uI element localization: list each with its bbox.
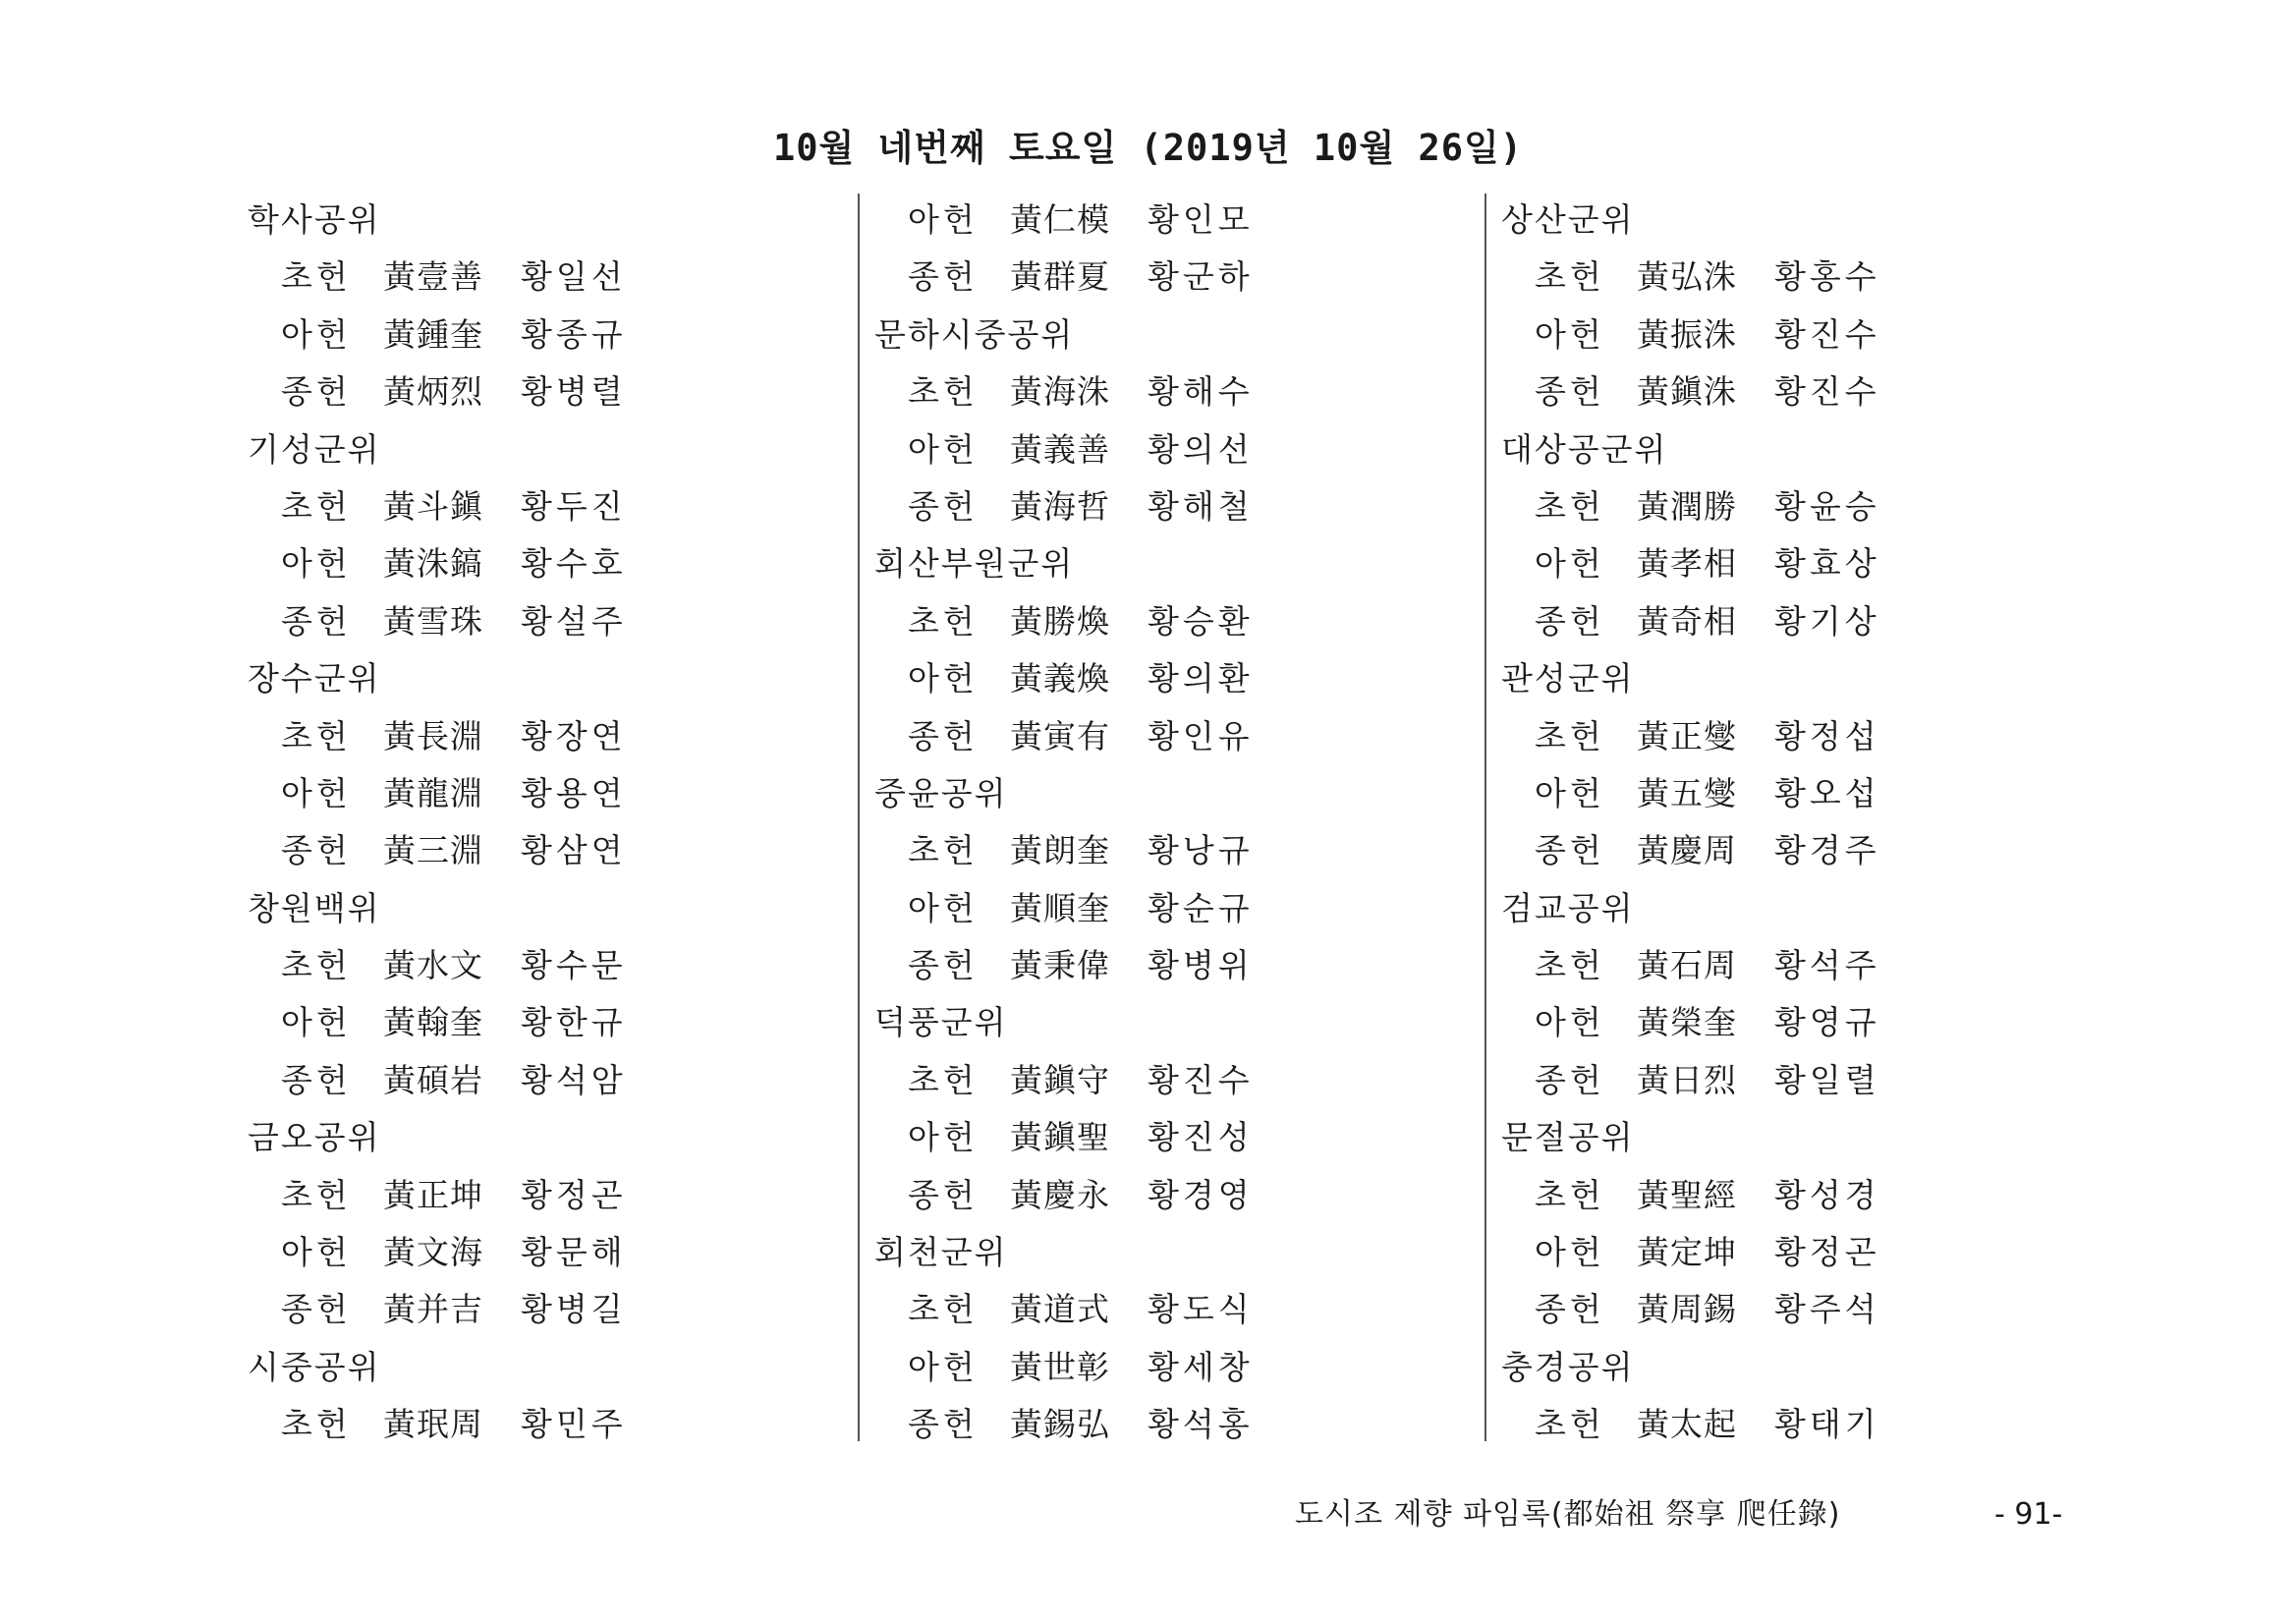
officiant-row <box>248 593 837 650</box>
officiant-role: 종헌 <box>1535 601 1605 641</box>
officiant-row <box>874 1396 1464 1453</box>
officiant-name-hanja: 黃周錫 <box>1637 1290 1737 1329</box>
officiant-name-hangul: 황군하 <box>1148 257 1254 297</box>
officiant-name-hangul: 황성경 <box>1774 1175 1880 1214</box>
officiant-row <box>874 192 1464 249</box>
officiant-row <box>1501 364 2091 420</box>
officiant-name-hangul: 황승환 <box>1148 601 1254 641</box>
officiant-role: 종헌 <box>1535 1290 1605 1329</box>
officiant-name-hangul: 황의환 <box>1148 659 1254 699</box>
officiant-name-hanja: 黃弘洙 <box>1637 257 1737 297</box>
officiant-row <box>1501 994 2091 1051</box>
officiant-name-hanja: 黃義善 <box>1010 429 1110 469</box>
officiant-name-hangul: 황병렬 <box>521 372 627 412</box>
officiant-name-hangul: 황기상 <box>1774 601 1880 641</box>
officiant-name-hangul: 황경주 <box>1774 831 1880 870</box>
officiant-row <box>1501 478 2091 535</box>
officiant-row <box>874 1167 1464 1224</box>
ancestor-group-heading: 회천군위 <box>874 1233 1008 1272</box>
officiant-name-hangul: 황세창 <box>1148 1347 1254 1386</box>
officiant-row <box>248 937 837 994</box>
officiant-name-hangul: 황두진 <box>521 486 627 526</box>
officiant-name-hanja: 黃龍淵 <box>383 773 483 812</box>
officiant-name-hanja: 黃并吉 <box>383 1290 483 1329</box>
officiant-row <box>248 1281 837 1338</box>
officiant-row <box>1501 937 2091 994</box>
footer-book-title: 도시조 제향 파임록(都始祖 祭享 爬任錄) <box>1295 1497 1841 1532</box>
officiant-role: 아헌 <box>281 1233 352 1272</box>
officiant-name-hanja: 黃珉周 <box>383 1405 483 1444</box>
officiant-name-hanja: 黃石周 <box>1637 946 1737 985</box>
ancestor-group-heading: 장수군위 <box>248 659 381 699</box>
officiant-role: 아헌 <box>1535 1233 1605 1272</box>
officiant-name-hangul: 황윤승 <box>1774 486 1880 526</box>
officiant-name-hanja: 黃洙鎬 <box>383 544 483 584</box>
officiant-name-hangul: 황진수 <box>1774 372 1880 412</box>
officiant-name-hangul: 황홍수 <box>1774 257 1880 297</box>
officiant-role: 아헌 <box>908 1118 979 1157</box>
officiant-name-hanja: 黃五燮 <box>1637 773 1737 812</box>
officiant-role: 초헌 <box>908 601 979 641</box>
officiant-name-hangul: 황해철 <box>1148 486 1254 526</box>
officiant-role: 아헌 <box>908 1347 979 1386</box>
officiant-name-hanja: 黃鎭守 <box>1010 1060 1110 1099</box>
officiant-role: 초헌 <box>281 716 352 755</box>
officiant-role: 초헌 <box>908 1290 979 1329</box>
officiant-role: 종헌 <box>1535 1060 1605 1099</box>
ancestor-group-heading: 문하시중공위 <box>874 314 1075 354</box>
officiant-name-hangul: 황한규 <box>521 1003 627 1042</box>
officiant-row <box>1501 765 2091 822</box>
officiant-name-hangul: 황효상 <box>1774 544 1880 584</box>
officiant-name-hangul: 황정섭 <box>1774 716 1880 755</box>
officiant-name-hanja: 黃寅有 <box>1010 716 1110 755</box>
officiant-name-hanja: 黃定坤 <box>1637 1233 1737 1272</box>
officiant-name-hanja: 黃雪珠 <box>383 601 483 641</box>
officiant-role: 초헌 <box>908 831 979 870</box>
officiant-name-hangul: 황영규 <box>1774 1003 1880 1042</box>
ancestor-group-heading: 금오공위 <box>248 1118 381 1157</box>
officiant-row <box>874 822 1464 879</box>
ancestor-group-heading: 검교공위 <box>1501 888 1635 927</box>
officiant-name-hanja: 黃三淵 <box>383 831 483 870</box>
officiant-name-hanja: 黃慶周 <box>1637 831 1737 870</box>
ancestor-group-heading: 문절공위 <box>1501 1118 1635 1157</box>
officiant-role: 종헌 <box>281 601 352 641</box>
officiant-role: 종헌 <box>281 1060 352 1099</box>
officiant-name-hanja: 黃道式 <box>1010 1290 1110 1329</box>
officiant-name-hangul: 황종규 <box>521 314 627 354</box>
officiant-name-hanja: 黃朗奎 <box>1010 831 1110 870</box>
officiant-role: 초헌 <box>1535 946 1605 985</box>
officiant-role: 아헌 <box>281 544 352 584</box>
column-divider <box>858 194 860 1441</box>
officiant-name-hangul: 황삼연 <box>521 831 627 870</box>
officiant-role: 초헌 <box>1535 486 1605 526</box>
officiant-name-hanja: 黃義煥 <box>1010 659 1110 699</box>
officiant-name-hangul: 황진성 <box>1148 1118 1254 1157</box>
officiant-row <box>874 249 1464 306</box>
officiant-name-hanja: 黃海哲 <box>1010 486 1110 526</box>
officiant-role: 아헌 <box>1535 544 1605 584</box>
officiant-row <box>248 708 837 765</box>
ancestor-group-heading: 관성군위 <box>1501 659 1635 699</box>
officiant-role: 아헌 <box>908 888 979 927</box>
officiant-row <box>1501 1396 2091 1453</box>
officiant-role: 초헌 <box>281 1405 352 1444</box>
officiant-name-hanja: 黃正燮 <box>1637 716 1737 755</box>
officiant-name-hangul: 황해수 <box>1148 372 1254 412</box>
officiant-row <box>248 1052 837 1109</box>
ancestor-group-heading: 상산군위 <box>1501 200 1635 239</box>
ancestor-group-heading: 덕풍군위 <box>874 1003 1008 1042</box>
officiant-row <box>1501 822 2091 879</box>
officiant-name-hangul: 황경영 <box>1148 1175 1254 1214</box>
officiant-name-hanja: 黃鍾奎 <box>383 314 483 354</box>
officiant-name-hanja: 黃勝煥 <box>1010 601 1110 641</box>
officiant-role: 종헌 <box>281 1290 352 1329</box>
officiant-name-hanja: 黃文海 <box>383 1233 483 1272</box>
officiant-name-hangul: 황의선 <box>1148 429 1254 469</box>
ancestor-group-heading: 시중공위 <box>248 1347 381 1386</box>
officiant-row <box>874 650 1464 707</box>
column-divider <box>1484 194 1486 1441</box>
officiant-row <box>874 1339 1464 1396</box>
officiant-row <box>1501 1281 2091 1338</box>
officiant-row <box>1501 708 2091 765</box>
officiant-name-hangul: 황도식 <box>1148 1290 1254 1329</box>
officiant-name-hanja: 黃翰奎 <box>383 1003 483 1042</box>
officiant-name-hanja: 黃順奎 <box>1010 888 1110 927</box>
officiant-row <box>248 478 837 535</box>
officiant-name-hangul: 황병길 <box>521 1290 627 1329</box>
officiant-role: 초헌 <box>1535 1405 1605 1444</box>
officiant-row <box>248 364 837 420</box>
ancestor-group-heading: 대상공군위 <box>1501 429 1668 469</box>
officiant-row <box>248 994 837 1051</box>
officiant-name-hangul: 황장연 <box>521 716 627 755</box>
page-number: - 91- <box>1994 1497 2063 1532</box>
officiant-name-hanja: 黃碩岩 <box>383 1060 483 1099</box>
officiant-role: 초헌 <box>908 372 979 412</box>
officiant-role: 종헌 <box>281 831 352 870</box>
officiant-name-hanja: 黃秉偉 <box>1010 946 1110 985</box>
roster-column-1 <box>248 192 837 1454</box>
officiant-name-hangul: 황정곤 <box>521 1175 627 1214</box>
officiant-name-hangul: 황수문 <box>521 946 627 985</box>
officiant-name-hangul: 황진수 <box>1774 314 1880 354</box>
officiant-row <box>874 1109 1464 1166</box>
officiant-name-hanja: 黃仁模 <box>1010 200 1110 239</box>
roster-column-2 <box>874 192 1464 1454</box>
officiant-name-hanja: 黃榮奎 <box>1637 1003 1737 1042</box>
officiant-row <box>248 1396 837 1453</box>
officiant-row <box>1501 1224 2091 1281</box>
officiant-role: 아헌 <box>1535 773 1605 812</box>
ancestor-group-heading: 창원백위 <box>248 888 381 927</box>
officiant-row <box>248 307 837 364</box>
officiant-row <box>1501 307 2091 364</box>
officiant-name-hanja: 黃世彰 <box>1010 1347 1110 1386</box>
officiant-name-hangul: 황주석 <box>1774 1290 1880 1329</box>
officiant-role: 종헌 <box>1535 831 1605 870</box>
officiant-name-hanja: 黃孝相 <box>1637 544 1737 584</box>
officiant-name-hanja: 黃長淵 <box>383 716 483 755</box>
officiant-row <box>874 364 1464 420</box>
officiant-role: 종헌 <box>908 257 979 297</box>
officiant-role: 아헌 <box>281 314 352 354</box>
officiant-role: 아헌 <box>281 1003 352 1042</box>
officiant-name-hanja: 黃正坤 <box>383 1175 483 1214</box>
roster-column-3 <box>1501 192 2091 1454</box>
officiant-name-hanja: 黃日烈 <box>1637 1060 1737 1099</box>
officiant-name-hangul: 황문해 <box>521 1233 627 1272</box>
officiant-name-hanja: 黃奇相 <box>1637 601 1737 641</box>
officiant-role: 초헌 <box>281 257 352 297</box>
officiant-name-hangul: 황석주 <box>1774 946 1880 985</box>
officiant-name-hanja: 黃振洙 <box>1637 314 1737 354</box>
officiant-name-hanja: 黃太起 <box>1637 1405 1737 1444</box>
officiant-name-hangul: 황낭규 <box>1148 831 1254 870</box>
officiant-name-hangul: 황일렬 <box>1774 1060 1880 1099</box>
officiant-name-hangul: 황수호 <box>521 544 627 584</box>
officiant-name-hanja: 黃斗鎭 <box>383 486 483 526</box>
officiant-name-hanja: 黃聖經 <box>1637 1175 1737 1214</box>
officiant-role: 종헌 <box>908 1405 979 1444</box>
officiant-row <box>874 1281 1464 1338</box>
officiant-name-hanja: 黃錫弘 <box>1010 1405 1110 1444</box>
officiant-role: 초헌 <box>1535 1175 1605 1214</box>
officiant-row <box>248 1167 837 1224</box>
officiant-name-hangul: 황민주 <box>521 1405 627 1444</box>
ancestor-group-heading: 학사공위 <box>248 200 381 239</box>
officiant-name-hangul: 황석홍 <box>1148 1405 1254 1444</box>
officiant-role: 아헌 <box>1535 314 1605 354</box>
officiant-row <box>1501 1052 2091 1109</box>
officiant-name-hangul: 황정곤 <box>1774 1233 1880 1272</box>
officiant-role: 초헌 <box>1535 257 1605 297</box>
page-title: 10월 네번째 토요일 (2019년 10월 26일) <box>772 127 1524 169</box>
ancestor-group-heading: 회산부원군위 <box>874 544 1075 584</box>
officiant-name-hanja: 黃群夏 <box>1010 257 1110 297</box>
officiant-row <box>1501 593 2091 650</box>
officiant-name-hangul: 황병위 <box>1148 946 1254 985</box>
officiant-row <box>1501 535 2091 592</box>
ancestor-group-heading: 기성군위 <box>248 429 381 469</box>
officiant-role: 아헌 <box>908 429 979 469</box>
officiant-name-hanja: 黃炳烈 <box>383 372 483 412</box>
officiant-row <box>248 765 837 822</box>
ancestor-group-heading: 충경공위 <box>1501 1347 1635 1386</box>
officiant-row <box>248 535 837 592</box>
officiant-row <box>874 478 1464 535</box>
officiant-name-hanja: 黃水文 <box>383 946 483 985</box>
officiant-row <box>248 1224 837 1281</box>
officiant-role: 종헌 <box>908 946 979 985</box>
officiant-row <box>874 421 1464 478</box>
officiant-row <box>248 249 837 306</box>
officiant-name-hangul: 황진수 <box>1148 1060 1254 1099</box>
officiant-name-hanja: 黃慶永 <box>1010 1175 1110 1214</box>
officiant-row <box>874 880 1464 937</box>
officiant-role: 종헌 <box>908 716 979 755</box>
officiant-role: 초헌 <box>281 486 352 526</box>
officiant-role: 아헌 <box>908 200 979 239</box>
officiant-name-hangul: 황일선 <box>521 257 627 297</box>
officiant-name-hangul: 황오섭 <box>1774 773 1880 812</box>
officiant-name-hanja: 黃海洙 <box>1010 372 1110 412</box>
officiant-role: 초헌 <box>1535 716 1605 755</box>
officiant-name-hanja: 黃壹善 <box>383 257 483 297</box>
officiant-role: 아헌 <box>281 773 352 812</box>
officiant-row <box>874 937 1464 994</box>
officiant-name-hanja: 黃鎭聖 <box>1010 1118 1110 1157</box>
officiant-name-hanja: 黃鎭洙 <box>1637 372 1737 412</box>
officiant-name-hangul: 황설주 <box>521 601 627 641</box>
officiant-row <box>874 593 1464 650</box>
officiant-row <box>874 1052 1464 1109</box>
officiant-role: 종헌 <box>281 372 352 412</box>
ancestor-group-heading: 중윤공위 <box>874 773 1008 812</box>
officiant-role: 초헌 <box>908 1060 979 1099</box>
officiant-name-hangul: 황태기 <box>1774 1405 1880 1444</box>
officiant-role: 초헌 <box>281 946 352 985</box>
officiant-role: 초헌 <box>281 1175 352 1214</box>
officiant-role: 종헌 <box>908 486 979 526</box>
officiant-name-hanja: 黃潤勝 <box>1637 486 1737 526</box>
officiant-role: 아헌 <box>1535 1003 1605 1042</box>
officiant-role: 아헌 <box>908 659 979 699</box>
officiant-name-hangul: 황인모 <box>1148 200 1254 239</box>
officiant-row <box>874 708 1464 765</box>
officiant-name-hangul: 황인유 <box>1148 716 1254 755</box>
officiant-name-hangul: 황석암 <box>521 1060 627 1099</box>
officiant-row <box>248 822 837 879</box>
officiant-role: 종헌 <box>1535 372 1605 412</box>
officiant-row <box>1501 249 2091 306</box>
officiant-row <box>1501 1167 2091 1224</box>
officiant-role: 종헌 <box>908 1175 979 1214</box>
officiant-name-hangul: 황순규 <box>1148 888 1254 927</box>
officiant-name-hangul: 황용연 <box>521 773 627 812</box>
